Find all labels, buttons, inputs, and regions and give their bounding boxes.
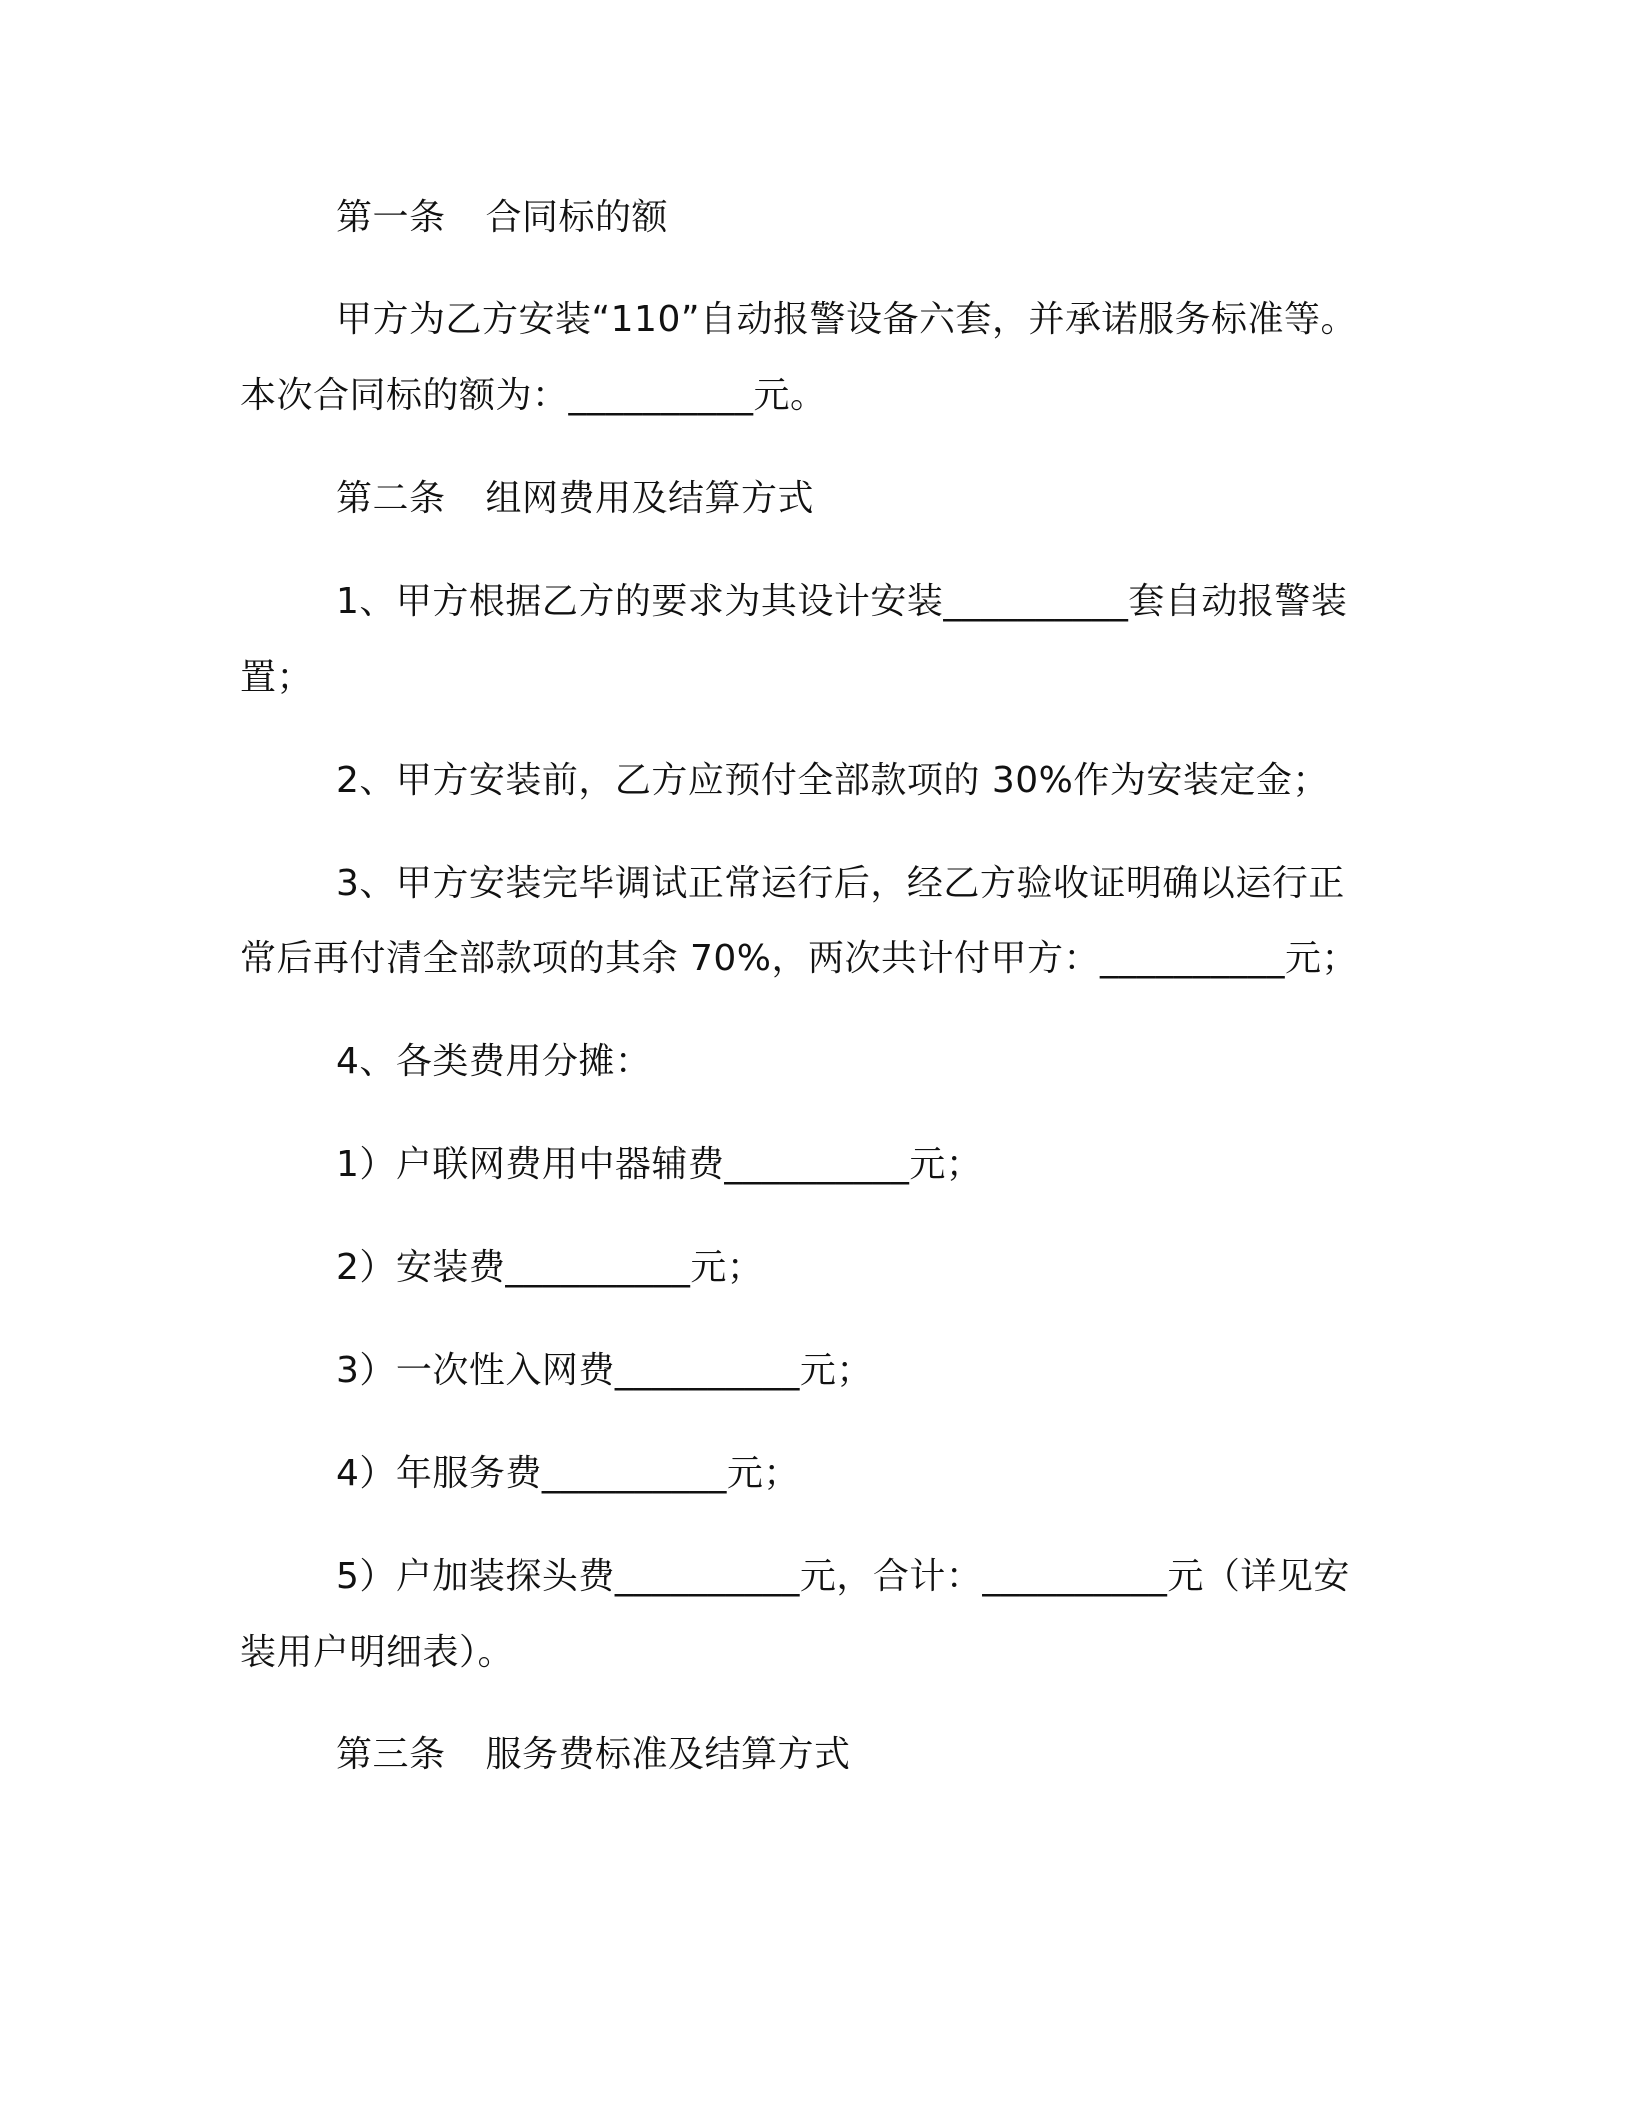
article-2-item-1-line-2: 置； — [240, 657, 314, 698]
fee-item-2: 2）安装费__________元； — [336, 1247, 764, 1288]
article-3-title: 服务费标准及结算方式 — [485, 1734, 851, 1775]
fee-item-1: 1）户联网费用中器辅费__________元； — [336, 1144, 983, 1185]
fee-item-4: 4）年服务费__________元； — [336, 1453, 800, 1494]
fee-item-3: 3）一次性入网费__________元； — [336, 1350, 873, 1391]
article-1-number: 第一条 — [336, 197, 446, 238]
article-2-item-4: 4、各类费用分摊： — [336, 1041, 652, 1082]
article-2-heading — [336, 477, 1400, 521]
fee-item-5-line-1: 5）户加装探头费__________元，合计：__________元（详见安 — [336, 1556, 1350, 1597]
article-2-number: 第二条 — [336, 478, 446, 519]
article-1-heading — [336, 196, 1400, 240]
article-1-paragraph-line-2: 本次合同标的额为：__________元。 — [240, 375, 827, 416]
article-2-title: 组网费用及结算方式 — [485, 478, 815, 519]
article-1-title: 合同标的额 — [485, 197, 669, 238]
article-2-item-3-line-1: 3、甲方安装完毕调试正常运行后，经乙方验收证明确以运行正 — [336, 863, 1345, 904]
article-1-paragraph-line-1: 甲方为乙方安装“110”自动报警设备六套，并承诺服务标准等。 — [336, 299, 1358, 340]
article-2-item-1-line-1: 1、甲方根据乙方的要求为其设计安装__________套自动报警装 — [336, 581, 1348, 622]
article-3-number: 第三条 — [336, 1734, 446, 1775]
article-2-item-3-line-2: 常后再付清全部款项的其余 70%，两次共计付甲方：__________元； — [240, 938, 1358, 979]
article-2-item-2: 2、甲方安装前，乙方应预付全部款项的 30%作为安装定金； — [336, 760, 1329, 801]
article-3-heading — [336, 1733, 1400, 1777]
fee-item-5-line-2: 装用户明细表）。 — [240, 1632, 515, 1673]
